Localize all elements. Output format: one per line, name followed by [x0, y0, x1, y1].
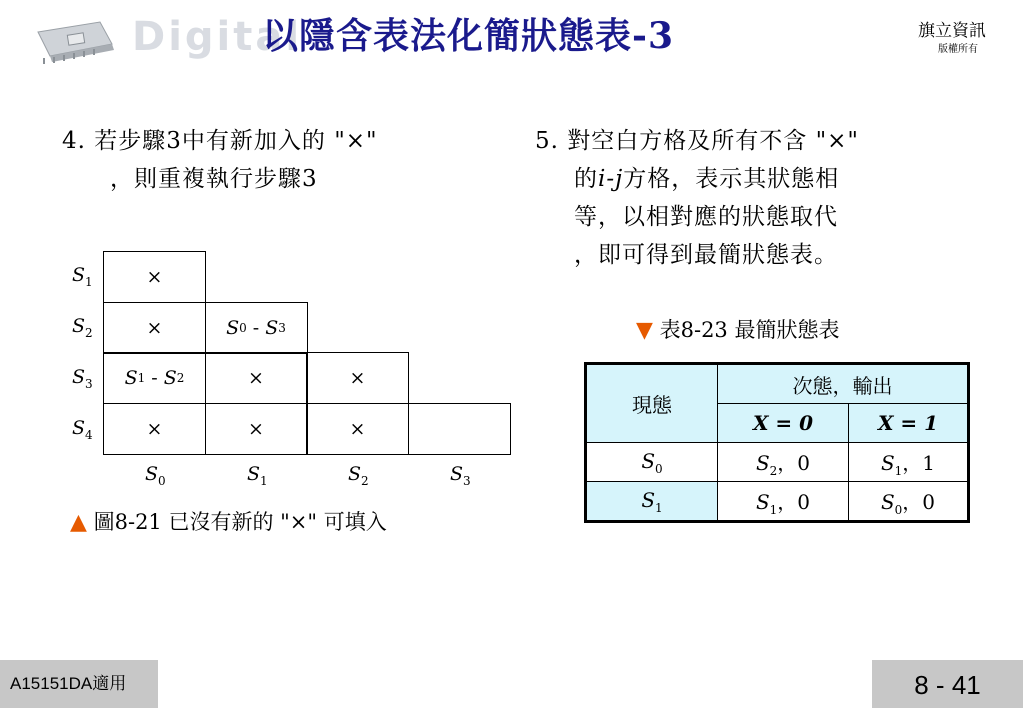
step5-line4: ，即可得到最簡狀態表。	[574, 242, 838, 268]
step4-line1: 4. 若步驟3中有新加入的 "×"	[62, 128, 378, 154]
row-label-s2: $S_2$	[72, 315, 93, 340]
step5-ij: i-j	[598, 166, 624, 192]
header-x1: X = 1	[849, 404, 969, 443]
header-watermark: Digital	[132, 14, 303, 60]
present-state-cell: $S_0$	[586, 443, 718, 482]
next-x0-cell: $S_1$，0	[718, 482, 849, 522]
next-x0-cell: $S_2$，0	[718, 443, 849, 482]
row-label-s1: $S_1$	[72, 264, 93, 289]
header-x0: X = 0	[718, 404, 849, 443]
table-row	[586, 443, 969, 482]
rights-notice: 版權所有	[938, 44, 978, 55]
cell-s1-s0: ×	[103, 251, 206, 303]
reduced-state-table	[584, 362, 970, 523]
present-state-cell: $S_1$	[586, 482, 718, 522]
cell-s4-s0: ×	[103, 403, 206, 455]
next-x1-cell: $S_1$，1	[849, 443, 969, 482]
cell-s4-s3	[408, 403, 511, 455]
header-present-state: 現態	[586, 364, 718, 443]
page-number: 8 - 41	[872, 660, 1023, 708]
cell-s2-s0: ×	[103, 302, 206, 354]
step5-line1: 5. 對空白方格及所有不含 "×"	[535, 128, 859, 154]
table-caption: ▼ 表8-23 最簡狀態表	[636, 318, 840, 343]
cell-s4-s1: ×	[205, 403, 308, 455]
col-label-s0: $S_0$	[145, 463, 166, 488]
header-next-state-output: 次態，輸出	[718, 364, 969, 404]
triangle-down-icon: ▼	[636, 318, 653, 343]
step5-line3: 等，以相對應的狀態取代	[574, 204, 838, 230]
cell-s3-s1: ×	[205, 352, 308, 404]
step5-line2	[574, 160, 839, 198]
table-row	[586, 482, 969, 522]
figure-caption: ▲ 圖8-21 已沒有新的 "×" 可填入	[70, 510, 387, 535]
step5-line2-post: 方格，表示其狀態相	[623, 166, 840, 192]
step5-line2-pre: 的	[574, 166, 598, 192]
step4-line2: ，則重複執行步驟3	[110, 166, 318, 192]
next-x1-cell: $S_0$，0	[849, 482, 969, 522]
col-label-s3: $S_3$	[450, 463, 471, 488]
slide-title: 以隱含表法化簡狀態表-3	[262, 15, 674, 57]
col-label-s2: $S_2$	[348, 463, 369, 488]
cell-s3-s2: ×	[306, 352, 409, 404]
col-label-s1: $S_1$	[247, 463, 268, 488]
cell-s3-s0: S 1 - S 2	[103, 352, 206, 404]
row-label-s3: $S_3$	[72, 366, 93, 391]
row-label-s4: $S_4$	[72, 417, 93, 442]
publisher-name: 旗立資訊	[918, 21, 986, 41]
course-code: A15151DA適用	[0, 660, 158, 708]
triangle-up-icon: ▲	[70, 510, 87, 535]
cell-s2-s1: S 0 - S 3	[205, 302, 308, 354]
cell-s4-s2: ×	[306, 403, 409, 455]
